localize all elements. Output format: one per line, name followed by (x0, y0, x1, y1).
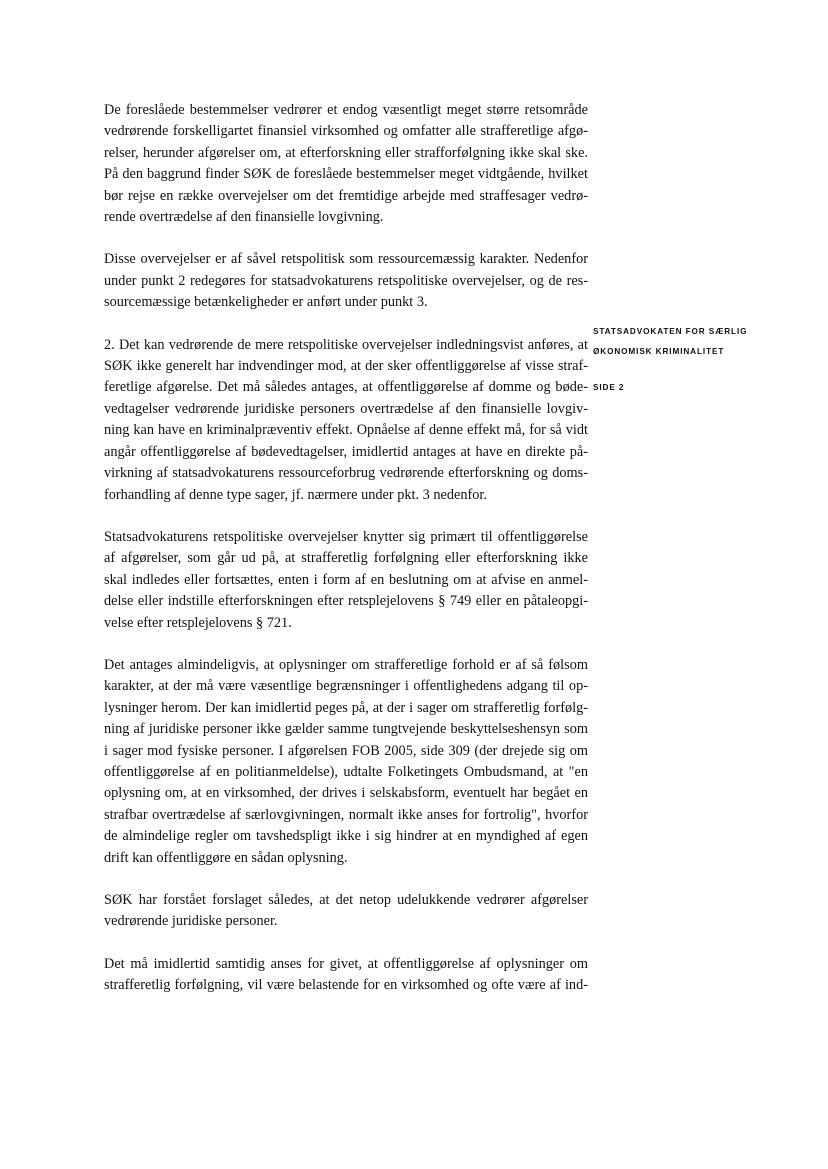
text-line: strafferetlig forfølgning, vil være belastende for en virksomhed og ofte være af ind- (104, 977, 588, 994)
sender-sidebar (593, 322, 813, 398)
organization-name: ØKONOMISK KRIMINALITET (593, 347, 725, 356)
paragraph (104, 890, 588, 933)
text-line: angår offentliggørelse af bødevedtagelser, imidlertid antages at have en direkte på- (104, 443, 588, 460)
paragraph (104, 954, 588, 997)
text-line: velse efter retsplejelovens § 721. (104, 614, 292, 631)
organization-name: STATSADVOKATEN FOR SÆRLIG (593, 327, 748, 336)
text-line: SØK har forstået forslaget således, at det netop udelukkende vedrører afgørelser (104, 892, 588, 908)
text-line: ning af juridiske personer ikke gælder samme tungtvejende beskyttelseshensyn som (104, 721, 588, 738)
text-line: offentliggørelse af en politianmeldelse), udtalte Folketingets Ombudsmand, at "en (104, 763, 588, 780)
text-line: 2. Det kan vedrørende de mere retspolitiske overvejelser indledningsvist anføres, at (104, 336, 588, 353)
text-line: af afgørelser, som går ud på, at strafferetlig forfølgning eller efterforskning ikke (104, 550, 588, 567)
text-line: ning kan have en kriminalpræventiv effekt. Opnåelse af denne effekt må, for så vidt (104, 422, 588, 439)
text-line: virkning af statsadvokaturens ressourceforbrug vedrørende efterforskning og doms- (104, 465, 588, 482)
text-line: vedrørende forskelligartet finansiel virksomhed og omfatter alle strafferetlige afgø- (104, 123, 588, 140)
page-number: SIDE 2 (593, 383, 625, 392)
text-line: karakter, at der må være væsentlige begrænsninger i offentlighedens adgang til op- (104, 678, 588, 695)
text-line: feretlige afgørelse. Det må således antages, at offentliggørelse af domme og bøde- (104, 379, 588, 396)
text-line: På den baggrund finder SØK de foreslåede bestemmelser meget vidtgående, hvilket (104, 166, 588, 183)
text-line: sourcemæssige betænkeligheder er anført under punkt 3. (104, 294, 428, 311)
paragraph (104, 335, 588, 506)
paragraph (104, 100, 588, 228)
text-line: under punkt 2 redegøres for statsadvokaturens retspolitiske overvejelser, og de res- (104, 272, 588, 289)
text-line: rende overtrædelse af den finansielle lovgivning. (104, 209, 384, 226)
text-line: skal indledes eller fortsættes, enten i form af en beslutning om at afvise en anmel- (104, 571, 588, 588)
body-text (104, 100, 588, 997)
text-line: Disse overvejelser er af såvel retspolitisk som ressourcemæssig karakter. Nedenfor (104, 251, 588, 268)
text-line: lysninger herom. Der kan imidlertid peges på, at der i sager om strafferetlig forfølg- (104, 699, 588, 716)
text-line: strafbar overtrædelse af særlovgivningen, normalt ikke anses for fortrolig", hvorfor (104, 806, 588, 823)
text-line: delse eller indstille efterforskningen efter retsplejelovens § 749 eller en påtaleopgi- (104, 593, 588, 610)
paragraph (104, 527, 588, 634)
text-line: bør rejse en række overvejelser om det fremtidige arbejde med straffesager vedrø- (104, 187, 588, 204)
text-line: de almindelige regler om tavshedspligt ikke i sig hindrer at en myndighed af egen (104, 828, 588, 845)
text-line: drift kan offentliggøre en sådan oplysning. (104, 849, 348, 866)
text-line: vedrørende juridiske personer. (104, 913, 278, 930)
text-line: i sager mod fysiske personer. I afgørelsen FOB 2005, side 309 (der drejede sig om (104, 742, 588, 759)
text-line: Statsadvokaturens retspolitiske overvejelser knytter sig primært til offentliggørelse (104, 528, 588, 545)
text-line: Det må imidlertid samtidig anses for givet, at offentliggørelse af oplysninger om (104, 955, 588, 972)
text-line: De foreslåede bestemmelser vedrører et endog væsentligt meget større retsområde (104, 102, 588, 118)
text-line: relser, herunder afgørelser om, at efterforskning eller strafforfølgning ikke skal ske. (104, 144, 588, 161)
text-line: Det antages almindeligvis, at oplysninger om strafferetlige forhold er af så følsom (104, 656, 588, 673)
text-line: vedtagelser vedrørende juridiske personers overtrædelse af den finansielle lovgiv- (104, 400, 588, 417)
text-line: SØK ikke generelt har indvendinger mod, at der sker offentliggørelse af visse straf- (104, 358, 588, 375)
text-line: forhandling af denne type sager, jf. nærmere under pkt. 3 nedenfor. (104, 486, 487, 503)
text-line: oplysning om, at en virksomhed, der drives i selskabsform, eventuelt har begået en (104, 785, 588, 802)
paragraph (104, 249, 588, 313)
paragraph (104, 655, 588, 869)
